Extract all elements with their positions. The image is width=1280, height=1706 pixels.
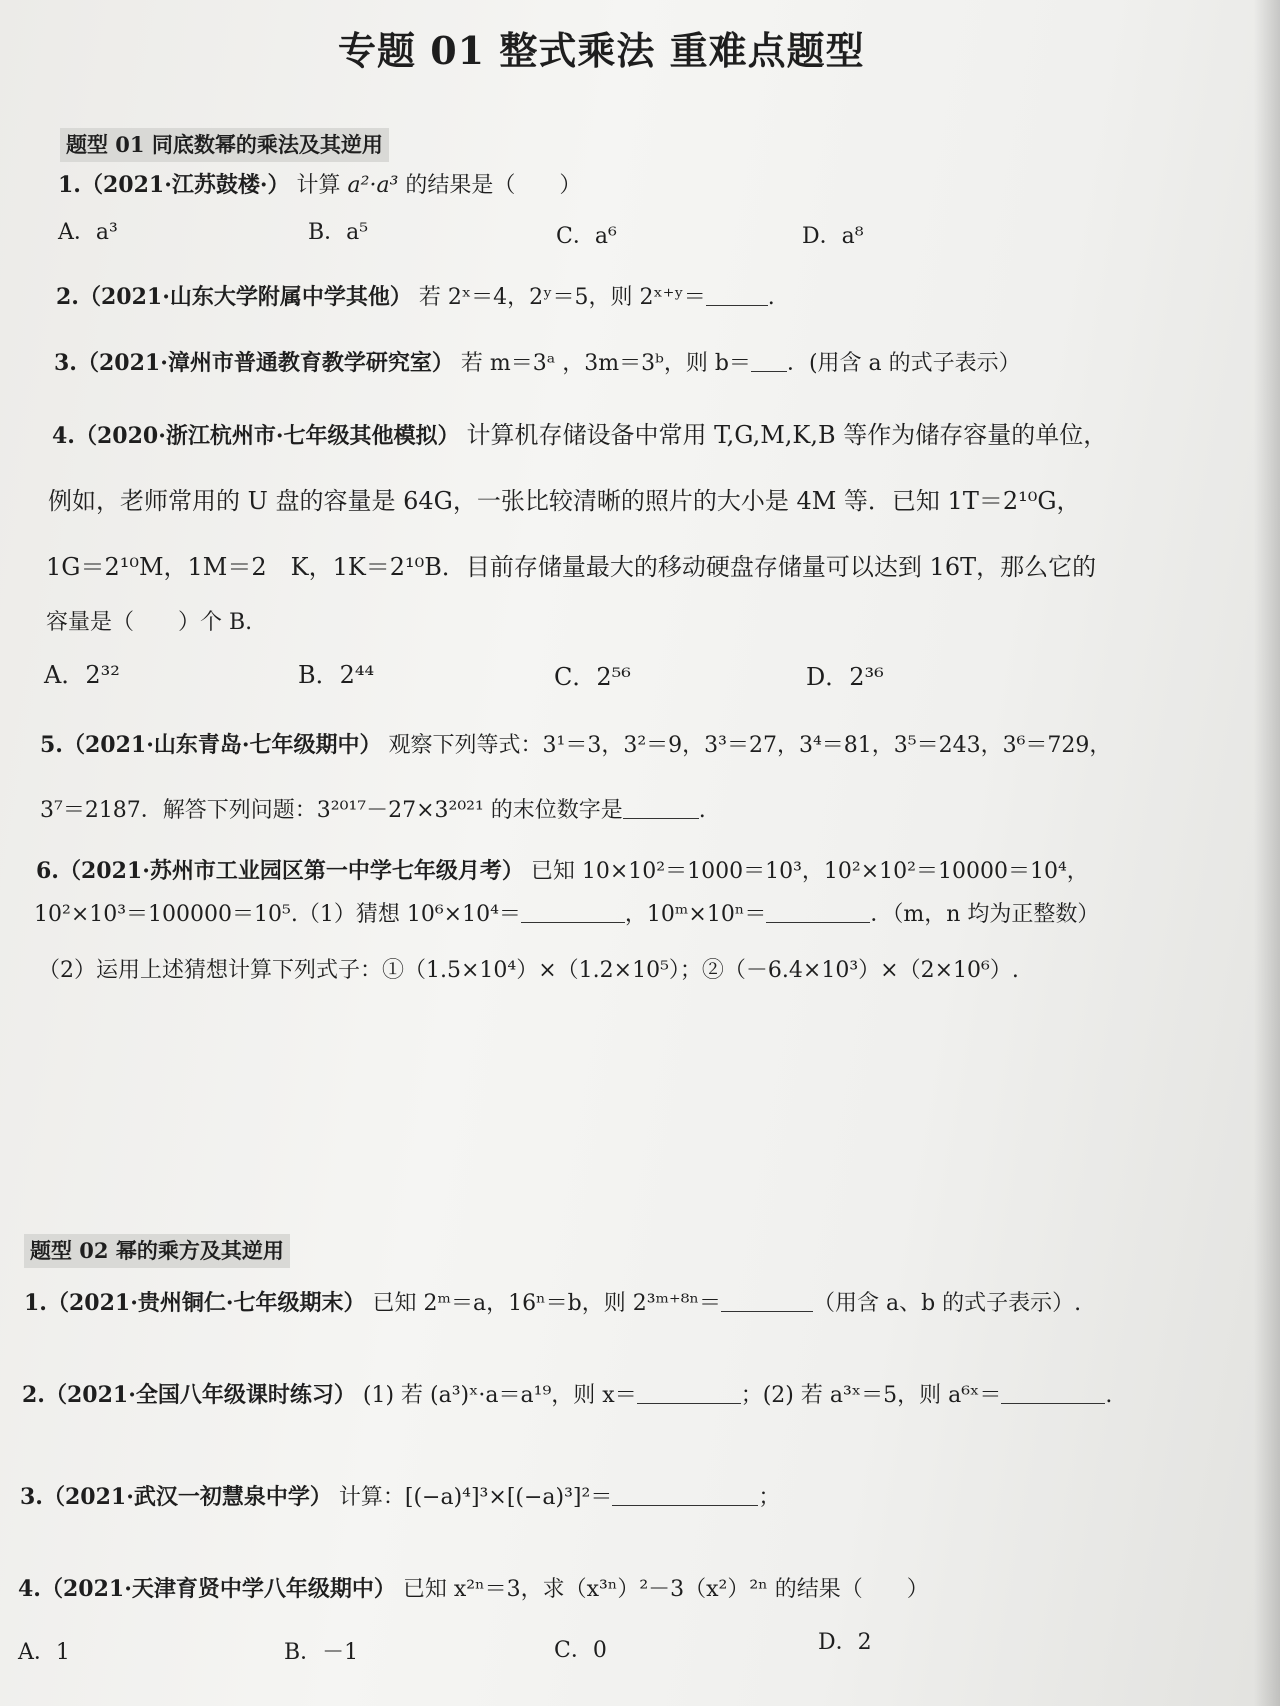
page-title: 专题 01 整式乘法 重难点题型: [338, 28, 865, 73]
question-number: 3.: [54, 350, 77, 376]
question-text: 10²×10³＝100000＝10⁵.（1）猜想 10⁶×10⁴＝: [34, 902, 521, 927]
option-c: C．0: [554, 1638, 607, 1663]
question-1-4-line2: 例如，老师常用的 U 盘的容量是 64G，一张比较清晰的照片的大小是 4M 等．已知 1T＝2¹⁰G，: [48, 487, 1081, 515]
question-1-1: [58, 170, 581, 201]
question-2-1: [24, 1288, 1081, 1319]
option-a: A．1: [18, 1640, 70, 1665]
question-number: 1.: [58, 172, 81, 198]
question-source: （2020·浙江杭州市·七年级其他模拟）: [74, 423, 460, 449]
question-2-3: 3.（2021·武汉一初慧泉中学） 计算：[(−a)⁴]³×[(−a)³]²＝ ；: [20, 1484, 781, 1510]
question-text: ，10ᵐ×10ⁿ＝: [624, 902, 767, 927]
section-heading-1: 题型 01 同底数幂的乘法及其逆用: [60, 128, 389, 162]
question-text: ．（m，n 均为正整数）: [870, 902, 1100, 927]
question-1-6-line2: [34, 900, 1099, 930]
option-a: A．a³: [58, 220, 118, 245]
question-text: 计算机存储设备中常用 T,G,M,K,B 等作为储存容量的单位，: [466, 421, 1108, 449]
question-source: （2021·山东大学附属中学其他）: [78, 284, 412, 310]
option-a: A．2³²: [44, 661, 120, 689]
question-1-6-header: [36, 856, 1089, 887]
answer-blank[interactable]: [1001, 1383, 1105, 1404]
answer-blank[interactable]: [721, 1291, 813, 1312]
option-c: C．a⁶: [556, 224, 617, 249]
question-text: 计算：[(−a)⁴]³×[(−a)³]²＝: [338, 1485, 613, 1510]
question-number: 1.: [24, 1290, 47, 1316]
option-b: B．2⁴⁴: [298, 661, 375, 689]
question-text: ；(2) 若 a³ˣ＝5，则 a⁶ˣ＝: [740, 1383, 1002, 1408]
question-text: 若 m＝3ᵃ ，3m＝3ᵇ，则 b＝: [460, 351, 751, 376]
option-d: D．2: [818, 1630, 872, 1655]
page-edge-shadow: [1254, 0, 1280, 1706]
question-source: （2021·江苏鼓楼·）: [80, 172, 290, 198]
answer-blank[interactable]: [766, 902, 870, 923]
question-source: （2021·天津育贤中学八年级期中）: [40, 1576, 396, 1602]
answer-blank[interactable]: [706, 285, 768, 306]
question-1-5-line2: 3⁷＝2187．解答下列问题：3²⁰¹⁷－27×3²⁰²¹ 的末位数字是 .: [40, 798, 706, 823]
question-text: (1) 若 (a³)ˣ·a＝a¹⁹，则 x＝: [362, 1383, 637, 1408]
section-heading-2: 题型 02 幂的乘方及其逆用: [24, 1234, 290, 1268]
question-1-4-line1: [52, 420, 1107, 452]
question-expression: a²·a³: [347, 173, 399, 198]
option-b: B．a⁵: [308, 220, 369, 245]
question-source: （2021·苏州市工业园区第一中学七年级月考）: [58, 858, 524, 884]
question-text: 计算: [296, 173, 341, 198]
question-tail: 的结果是（ ）: [405, 173, 582, 198]
question-source: （2021·山东青岛·七年级期中）: [62, 732, 382, 758]
answer-blank[interactable]: [637, 1383, 741, 1404]
question-1-4-line4: 容量是（ ）个 B.: [46, 610, 253, 635]
option-c: C．2⁵⁶: [554, 663, 631, 691]
question-2-2: 2.（2021·全国八年级课时练习） (1) 若 (a³)ˣ·a＝a¹⁹，则 x＝ ；(2) 若 a³ˣ＝5，则 a⁶ˣ＝ .: [22, 1382, 1113, 1408]
question-number: 4.: [18, 1576, 41, 1602]
question-source: （2021·武汉一初慧泉中学）: [42, 1484, 332, 1510]
question-tail: （用含 a、b 的式子表示）.: [812, 1291, 1082, 1316]
question-source: （2021·贵州铜仁·七年级期末）: [46, 1290, 366, 1316]
question-tail: ．(用含 a 的式子表示）: [786, 351, 1021, 376]
question-number: 5.: [40, 732, 63, 758]
question-1-6-line3: （2）运用上述猜想计算下列式子：①（1.5×10⁴）×（1.2×10⁵）；②（－6.4×10³）×（2×10⁶）.: [38, 958, 1019, 983]
question-text: 已知 10×10²＝1000＝10³，10²×10²＝10000＝10⁴，: [530, 859, 1089, 884]
question-text: 已知 2ᵐ＝a，16ⁿ＝b，则 2³ᵐ⁺⁸ⁿ＝: [372, 1291, 721, 1316]
answer-blank[interactable]: [751, 351, 787, 372]
option-d: D．2³⁶: [806, 663, 884, 691]
question-1-4-line3: 1G＝2¹⁰M，1M＝2 K，1K＝2¹⁰B．目前存储量最大的移动硬盘存储量可以达到 16T，那么它的: [46, 553, 1097, 581]
question-1-3: [54, 348, 1021, 379]
question-number: 6.: [36, 858, 59, 884]
question-number: 4.: [52, 423, 75, 449]
answer-blank[interactable]: [623, 798, 699, 819]
question-text: 3⁷＝2187．解答下列问题：3²⁰¹⁷－27×3²⁰²¹ 的末位数字是: [40, 798, 623, 823]
question-2-4: [18, 1574, 929, 1605]
option-d: D．a⁸: [802, 224, 864, 249]
question-text: 已知 x²ⁿ＝3，求（x³ⁿ）²－3（x²）²ⁿ 的结果（ ）: [402, 1577, 929, 1602]
question-1-2: 2.（2021·山东大学附属中学其他） 若 2ˣ＝4，2ʸ＝5，则 2ˣ⁺ʸ＝ .: [56, 284, 775, 310]
answer-blank[interactable]: [612, 1485, 758, 1506]
answer-blank[interactable]: [521, 902, 625, 923]
question-number: 3.: [20, 1484, 43, 1510]
question-1-5-line1: [40, 730, 1111, 761]
question-number: 2.: [22, 1382, 45, 1408]
question-number: 2.: [56, 284, 79, 310]
option-b: B．－1: [284, 1640, 359, 1665]
question-source: （2021·全国八年级课时练习）: [44, 1382, 356, 1408]
question-text: 若 2ˣ＝4，2ʸ＝5，则 2ˣ⁺ʸ＝: [418, 285, 706, 310]
question-text: 观察下列等式：3¹＝3，3²＝9，3³＝27，3⁴＝81，3⁵＝243，3⁶＝729，: [388, 733, 1112, 758]
question-source: （2021·漳州市普通教育教学研究室）: [76, 350, 454, 376]
